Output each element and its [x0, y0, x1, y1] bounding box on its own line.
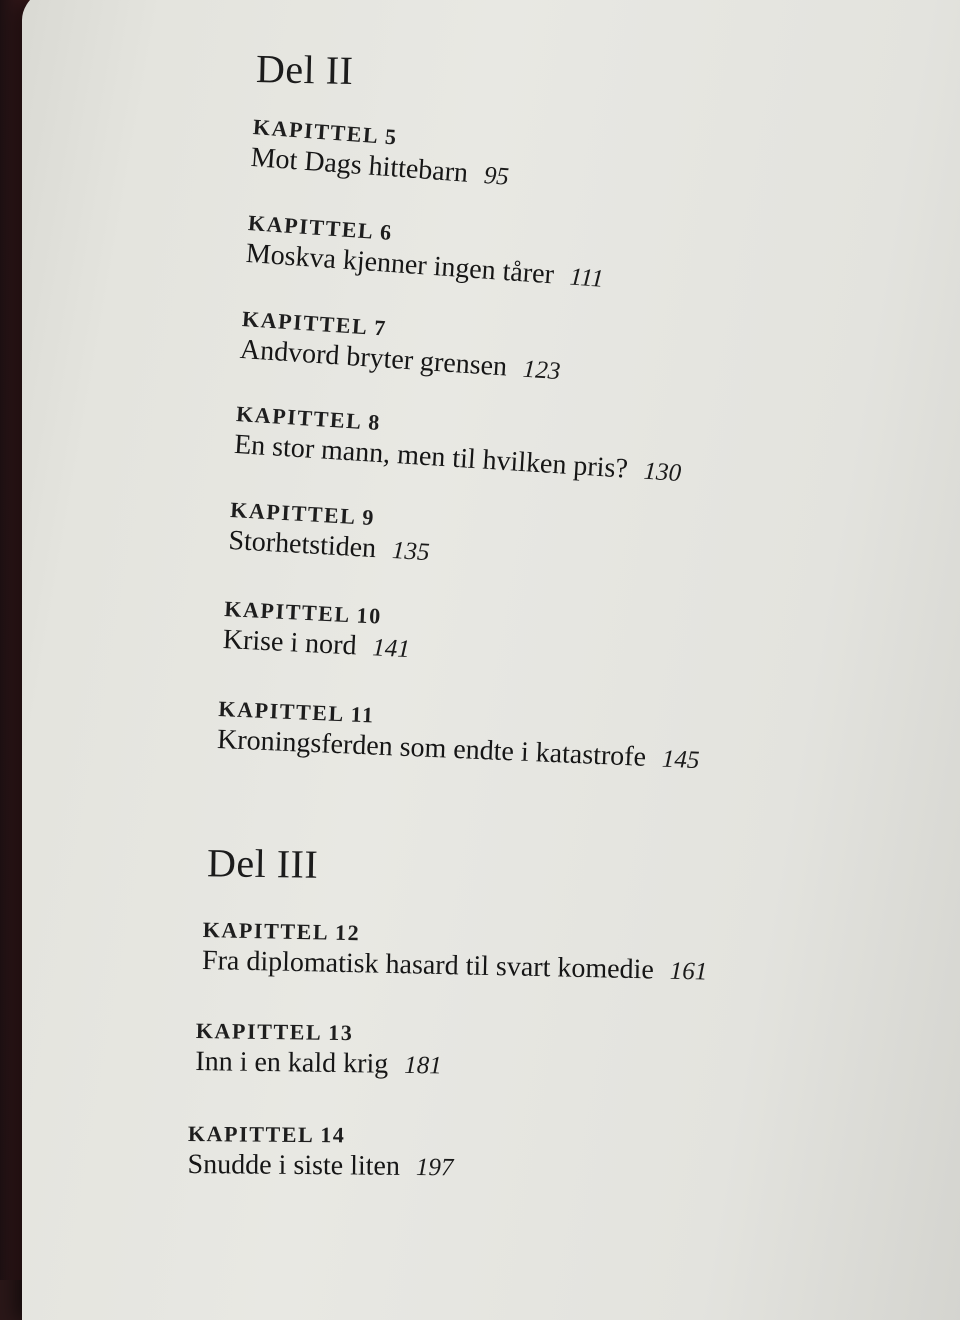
part-title: Del II [255, 45, 354, 94]
chapter-label: KAPITTEL 7 [241, 306, 388, 341]
chapter-label: KAPITTEL 12 [202, 917, 361, 946]
chapter-label: KAPITTEL 10 [223, 596, 383, 629]
chapter-label: KAPITTEL 11 [217, 696, 376, 728]
page-number: 197 [415, 1153, 454, 1182]
chapter-label: KAPITTEL 13 [195, 1018, 354, 1046]
page-number: 95 [482, 162, 510, 191]
toc-entry [216, 696, 701, 776]
chapter-label: KAPITTEL 14 [187, 1121, 346, 1148]
chapter-title-text: Snudde i siste liten [187, 1148, 401, 1182]
page-number: 141 [371, 634, 411, 664]
chapter-title-text: Krise i nord [222, 623, 358, 662]
page-number: 145 [661, 745, 700, 775]
page-number: 111 [568, 263, 605, 293]
toc-entry [245, 210, 607, 295]
toc-entry [195, 1018, 442, 1081]
toc-entry [233, 401, 684, 489]
page-number: 181 [404, 1051, 442, 1080]
chapter-label: KAPITTEL 5 [252, 114, 399, 150]
chapter-label: KAPITTEL 9 [229, 497, 376, 531]
toc-entry [202, 917, 708, 988]
page-number: 135 [391, 537, 431, 567]
chapter-title-text: Storhetstiden [227, 524, 377, 565]
chapter-title-text: Kroningsferden som endte i katastrofe [216, 723, 647, 773]
toc-entry [239, 306, 563, 387]
chapter-label: KAPITTEL 6 [247, 210, 394, 246]
chapter-title-text: Andvord bryter grensen [239, 333, 509, 383]
part-title: Del III [206, 840, 319, 887]
chapter-title-text: Moskva kjenner ingen tårer [244, 237, 555, 291]
chapter-title-text: Mot Dags hittebarn [249, 141, 470, 189]
chapter-title [187, 1149, 453, 1183]
page-number: 123 [522, 355, 562, 386]
chapter-title-text: Inn i en kald krig [195, 1045, 389, 1080]
chapter-title-text: En stor mann, men til hvilken pris? [233, 428, 629, 485]
toc-entry [228, 497, 432, 568]
chapter-title [195, 1046, 442, 1081]
chapter-title [222, 624, 411, 665]
chapter-title-text: Fra diplomatisk hasard til svart komedie [201, 944, 655, 986]
page-number: 161 [669, 957, 708, 986]
toc-entry [187, 1121, 453, 1183]
chapter-label: KAPITTEL 8 [235, 401, 382, 436]
toc-entry [222, 596, 412, 665]
page-number: 130 [642, 457, 682, 488]
toc-entry [250, 114, 512, 193]
